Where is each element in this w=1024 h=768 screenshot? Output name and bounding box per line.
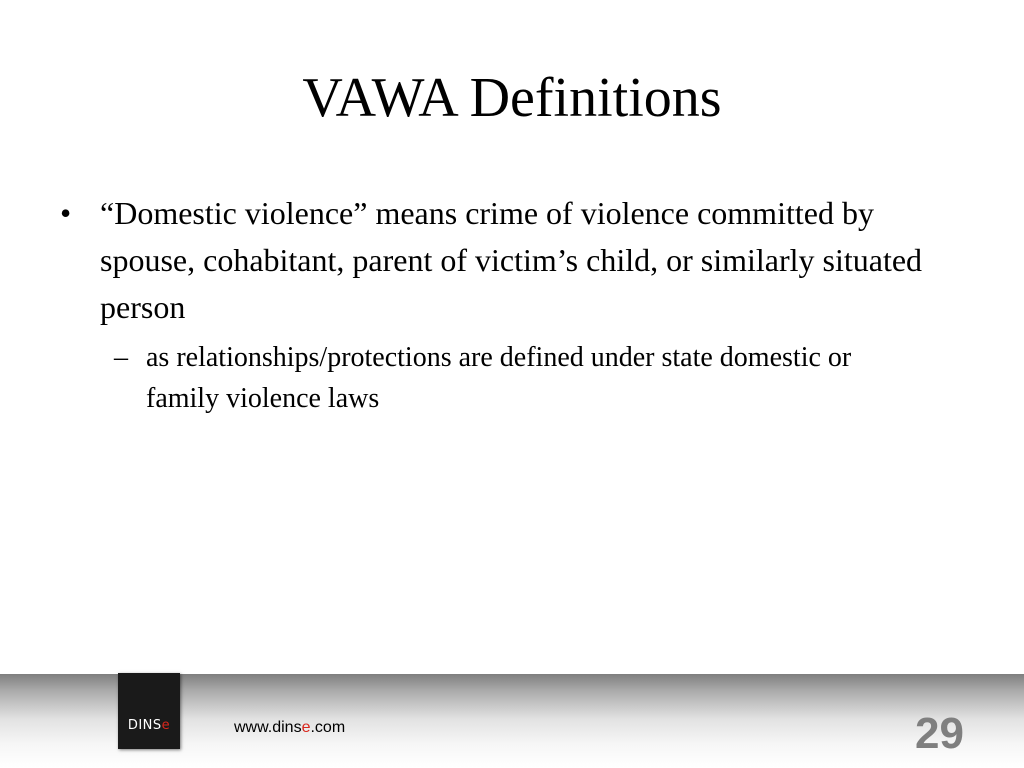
bullet-text: “Domestic violence” means crime of violence committed by spouse, cohabitant, parent of victim’s child, or similarly situated person	[100, 195, 923, 325]
footer-url-suffix: .com	[310, 719, 346, 736]
sub-bullet-item	[60, 337, 906, 419]
logo-text	[118, 718, 180, 734]
footer-url-accent: e	[301, 719, 311, 736]
slide-body	[60, 190, 960, 419]
page-number: 29	[915, 709, 964, 758]
sub-bullet-text: as relationships/protections are defined under state domestic or family violence laws	[146, 342, 852, 414]
footer-url-prefix: www.dins	[234, 719, 302, 736]
logo-text-accent: e	[161, 718, 171, 733]
bullet-marker: •	[60, 195, 72, 231]
sub-bullet-marker: –	[114, 342, 128, 373]
footer-url	[234, 718, 345, 738]
logo-text-prefix: DINS	[127, 718, 162, 733]
company-logo	[118, 673, 180, 749]
slide-title: VAWA Definitions	[302, 67, 722, 129]
bullet-item	[60, 190, 960, 331]
